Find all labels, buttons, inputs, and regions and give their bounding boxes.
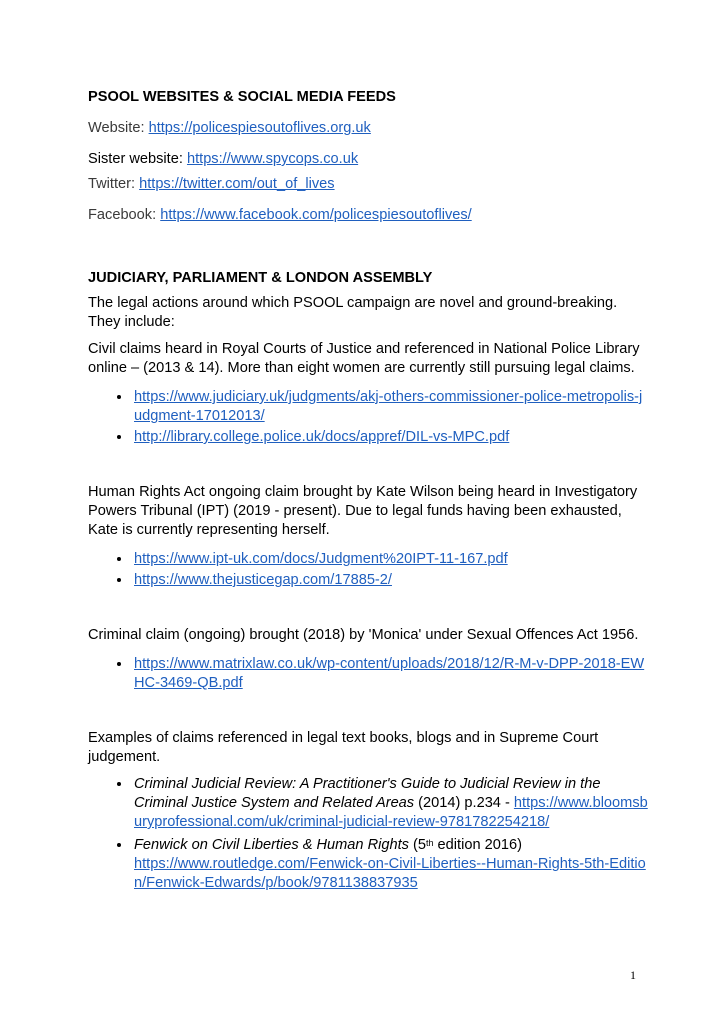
list-item: [132, 775, 648, 832]
facebook-link[interactable]: https://www.facebook.com/policespiesoutoflives/: [160, 207, 472, 223]
criminal-claim-link-1[interactable]: https://www.matrixlaw.co.uk/wp-content/uploads/2018/12/R-M-v-DPP-2018-EWHC-3469-QB.pdf: [134, 656, 645, 691]
sister-website-link[interactable]: https://www.spycops.co.uk: [186, 151, 359, 167]
website-label: Website:: [88, 120, 145, 136]
criminal-claim-links: [88, 655, 648, 693]
list-item: [132, 428, 648, 447]
book-edition-pre: (5: [408, 837, 426, 853]
list-item: [132, 655, 648, 693]
book-edition-sup: th: [425, 838, 434, 848]
twitter-label: Twitter:: [88, 176, 136, 192]
list-item: [132, 571, 648, 590]
criminal-claim-text: Criminal claim (ongoing) brought (2018) by 'Monica' under Sexual Offences Act 1956.: [88, 627, 639, 643]
civil-claim-link-2[interactable]: http://library.college.police.uk/docs/appref/DIL-vs-MPC.pdf: [134, 429, 510, 445]
book-title-2: Fenwick on Civil Liberties & Human Rights: [134, 837, 409, 853]
facebook-line: [88, 206, 648, 225]
list-item: [132, 834, 648, 893]
twitter-link[interactable]: https://twitter.com/out_of_lives: [139, 176, 335, 192]
book-edition-post: edition 2016): [433, 837, 522, 853]
website-line: [88, 119, 648, 138]
website-link[interactable]: https://policespiesoutoflives.org.uk: [148, 120, 371, 136]
websites-heading: PSOOL WEBSITES & SOCIAL MEDIA FEEDS: [88, 89, 396, 105]
book-link-2[interactable]: https://www.routledge.com/Fenwick-on-Civil-Liberties--Human-Rights-5th-Edition/Fenwick-Edwards/p/book/9781138837935: [134, 856, 646, 891]
civil-claim-link-1[interactable]: https://www.judiciary.uk/judgments/akj-others-commissioner-police-metropolis-judgment-17012013/: [134, 389, 643, 424]
document-page: [88, 88, 648, 895]
sister-website-label: Sister website:: [88, 151, 183, 167]
human-rights-link-2[interactable]: https://www.thejusticegap.com/17885-2/: [134, 572, 392, 588]
page-number: 1: [630, 968, 636, 982]
judiciary-heading: JUDICIARY, PARLIAMENT & LONDON ASSEMBLY: [88, 270, 433, 286]
twitter-line: [88, 175, 648, 194]
human-rights-text: Human Rights Act ongoing claim brought by Kate Wilson being heard in Investigatory Powers Tribunal (IPT) (2019 - present). Due to legal funds having been exhausted, Kate is currently representing herself.: [88, 484, 638, 538]
list-item: [132, 550, 648, 569]
judiciary-intro: The legal actions around which PSOOL campaign are novel and ground-breaking. They include:: [88, 295, 618, 330]
book-detail-1: (2014) p.234 -: [414, 795, 514, 811]
civil-claims-links: [88, 388, 648, 447]
facebook-label: Facebook:: [88, 207, 157, 223]
civil-claims-text: Civil claims heard in Royal Courts of Justice and referenced in National Police Library online – (2013 & 14). More than eight women are currently still pursuing legal claims.: [88, 341, 640, 376]
examples-list: [88, 775, 648, 893]
book-link-1[interactable]: https://www.bloomsburyprofessional.com/uk/criminal-judicial-review-9781782254218/: [134, 795, 648, 830]
human-rights-links: [88, 550, 648, 590]
list-item: [132, 388, 648, 426]
sister-website-line: [88, 150, 648, 169]
examples-text: Examples of claims referenced in legal text books, blogs and in Supreme Court judgement.: [88, 730, 599, 765]
human-rights-link-1[interactable]: https://www.ipt-uk.com/docs/Judgment%20IPT-11-167.pdf: [134, 551, 508, 567]
book-title-1: Criminal Judicial Review: A Practitioner's Guide to Judicial Review in the Criminal Justice System and Related Areas: [134, 776, 601, 811]
